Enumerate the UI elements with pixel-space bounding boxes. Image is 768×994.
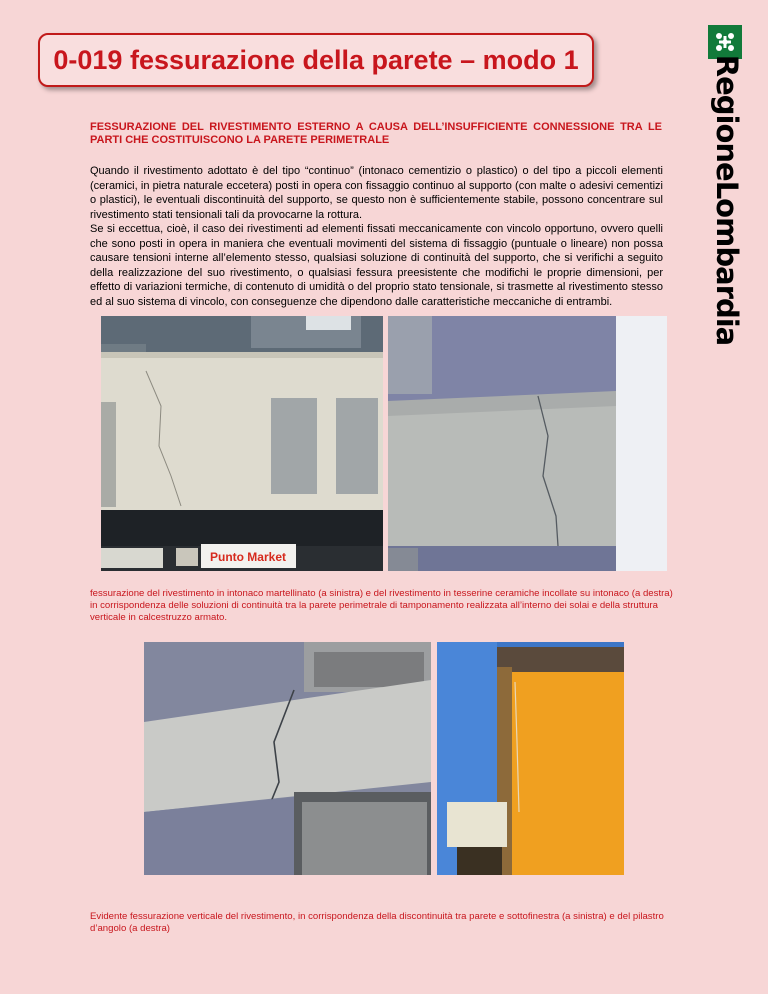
- photo-building-shop: [101, 316, 383, 571]
- body-paragraph: Quando il rivestimento adottato è del tipo “continuo” (intonaco cementizio o plastico) o del tipo a piccoli elementi (ceramici, in pietra naturale eccetera) posti in opera con fissaggio continuo al supporto (con malte o adesivi cementizi o plastici), le eventuali discontinuità del supporto, se questo non è sufficientemente stabile, possono concentrare sul rivestimento stati tensionali tali da provocarne la rottura.: [90, 165, 663, 221]
- brand-wordmark: [710, 54, 744, 346]
- photo-orange-column: [437, 642, 624, 875]
- caption-bottom-photos: Evidente fessurazione verticale del rivestimento, in corrispondenza della discontinuità tra parete e sottofinestra (a sinistra) e del pilastro d’angolo (a destra): [90, 911, 664, 934]
- body-paragraph: Se si eccettua, cioè, il caso dei rivestimenti ad elementi fissati meccanicamente con vincolo opportuno, ovvero quelli che sono posti in opera in maniera che eventuali movimenti del sistema di fissaggio (puntuale o lineare) non possa causare tensioni interne all’elemento stesso, qualsiasi soluzione di continuità del supporto, che si verifichi a seguito della realizzazione del suo rivestimento, o qualsiasi fessura preesistente che modifichi le proprie dimensioni, per effetto di variazioni termiche, di contenuto di umidità o del proprio stato tensionale, si trasmette al rivestimento stesso ed al suo sistema di vincolo, con conseguenze che dipendono dalle caratteristiche meccaniche di entrambi.: [90, 223, 663, 308]
- caption-top-photos: fessurazione del rivestimento in intonaco martellinato (a sinistra) e del rivestimento in tesserine ceramiche incollate su intonaco (a destra) in corrispondenza delle soluzioni di continuità tra la parete perimetrale di tamponamento realizzata all’interno dei solai e della struttura verticale in calcestruzzo armato.: [90, 588, 673, 623]
- shop-sign-text: Punto Market: [209, 550, 287, 564]
- section-heading: FESSURAZIONE DEL RIVESTIMENTO ESTERNO A CAUSA DELL’INSUFFICIENTE CONNESSIONE TRA LE PARTI CHE COSTITUISCONO LA PARETE PERIMETRALE: [90, 121, 662, 146]
- photo-vertical-crack: [144, 642, 431, 875]
- photo-tiled-wall: [388, 316, 667, 571]
- title-box: [38, 33, 594, 87]
- rose-camuna-icon: [712, 29, 738, 55]
- page-title: 0-019 fessurazione della parete – modo 1: [53, 44, 579, 75]
- brand-name: RegioneLombardia: [710, 54, 744, 346]
- body-text: [90, 164, 663, 309]
